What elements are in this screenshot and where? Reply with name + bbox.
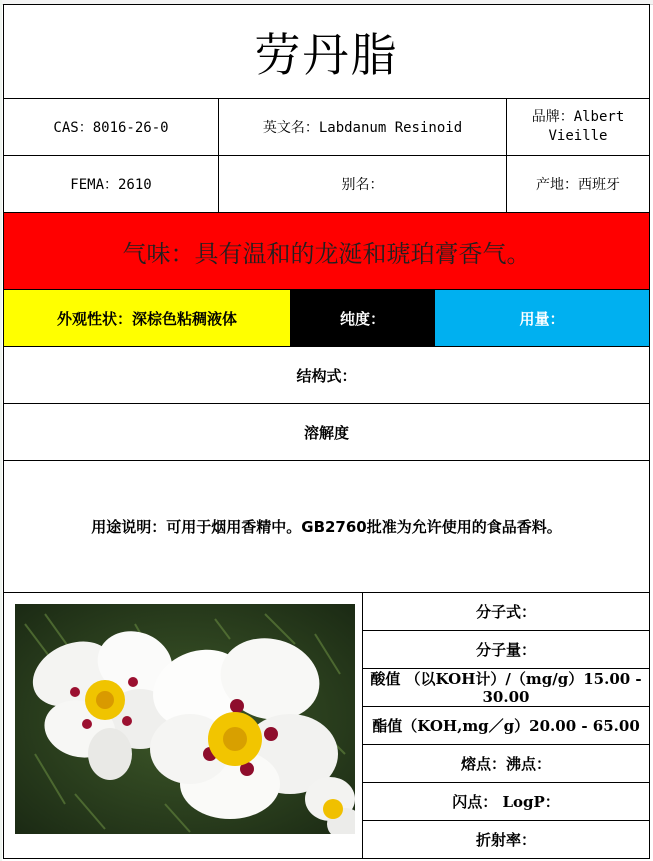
fema-cell: FEMA：2610 bbox=[3, 155, 219, 213]
page-title: 劳丹脂 bbox=[3, 4, 650, 99]
melting-boiling-point-cell: 熔点：沸点： bbox=[362, 744, 650, 783]
flash-point-logp-cell: 闪点： LogP： bbox=[362, 782, 650, 821]
dosage-cell: 用量： bbox=[434, 289, 650, 347]
alias-cell: 别名： bbox=[218, 155, 507, 213]
flower-photo bbox=[15, 604, 355, 834]
spreadsheet-gridline-left bbox=[0, 0, 2, 861]
brand-cell: 品牌：Albert Vieille bbox=[506, 98, 650, 156]
acid-value-cell: 酸值 （以KOH计）/（mg/g）15.00 - 30.00 bbox=[362, 668, 650, 707]
solubility-cell: 溶解度 bbox=[3, 403, 650, 461]
english-name-cell: 英文名：Labdanum Resinoid bbox=[218, 98, 507, 156]
odor-banner: 气味：具有温和的龙涎和琥珀膏香气。 bbox=[3, 212, 650, 290]
purity-cell: 纯度： bbox=[290, 289, 435, 347]
molecular-weight-cell: 分子量： bbox=[362, 630, 650, 669]
molecular-formula-cell: 分子式： bbox=[362, 592, 650, 631]
product-sheet bbox=[3, 4, 650, 859]
usage-cell: 用途说明：可用于烟用香精中。GB2760批准为允许使用的食品香料。 bbox=[3, 460, 650, 593]
structure-cell: 结构式： bbox=[3, 346, 650, 404]
appearance-cell: 外观性状：深棕色粘稠液体 bbox=[3, 289, 291, 347]
origin-cell: 产地：西班牙 bbox=[506, 155, 650, 213]
refractive-index-cell: 折射率： bbox=[362, 820, 650, 859]
ester-value-cell: 酯值（KOH,mg／g）20.00 - 65.00 bbox=[362, 706, 650, 745]
cas-cell: CAS：8016-26-0 bbox=[3, 98, 219, 156]
